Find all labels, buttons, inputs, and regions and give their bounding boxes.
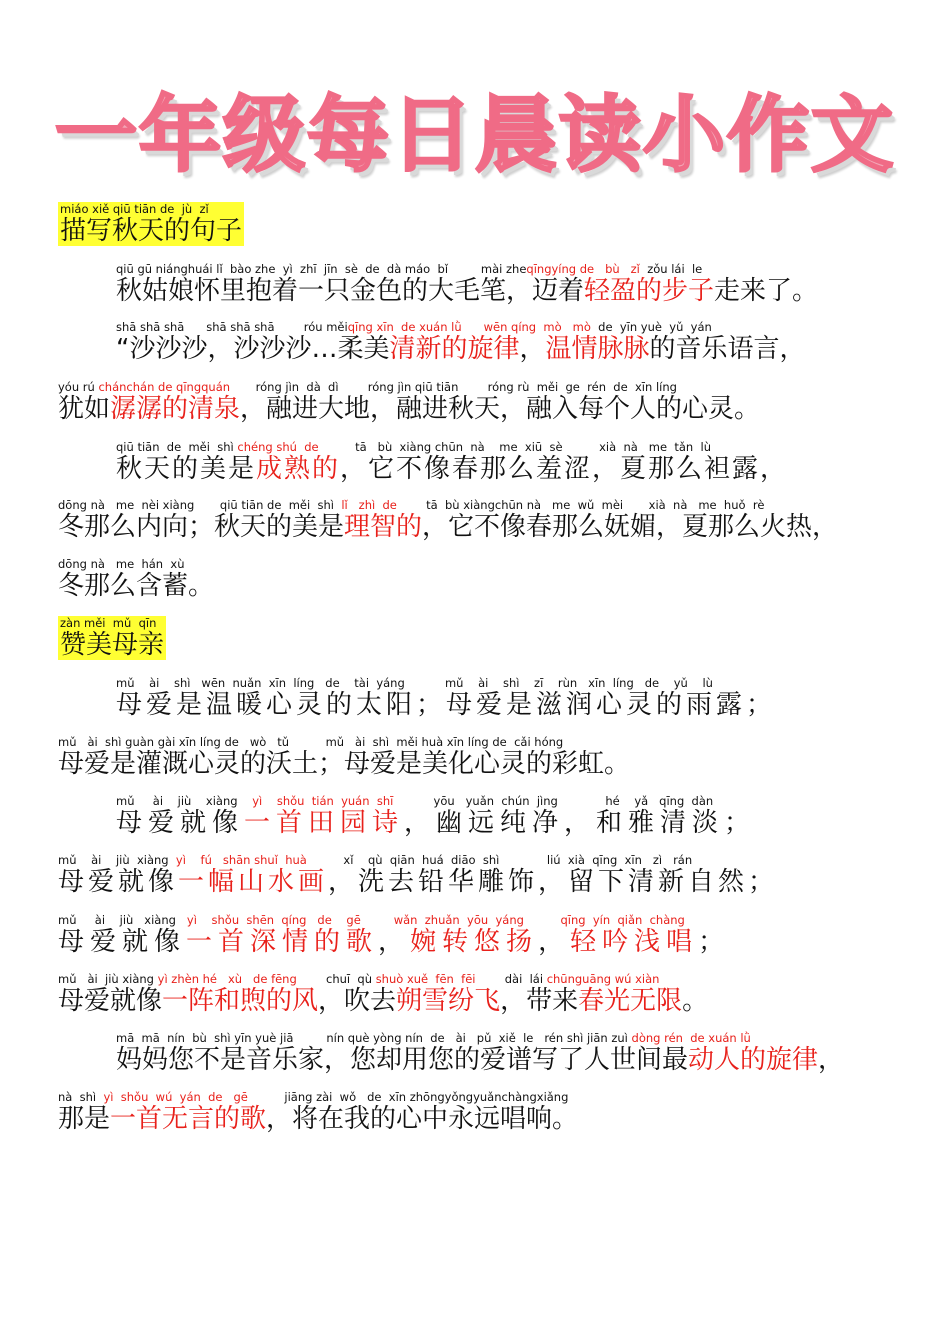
section-heading-mother — [58, 616, 166, 660]
text-line — [116, 1031, 844, 1075]
text-line — [58, 735, 630, 779]
pinyin-row: shā shā shā shā shā shā róu měiqīng xīn de xuán lǜ wēn qíng mò mò de yīn yuè yǔ yán — [116, 320, 712, 334]
text-line — [58, 913, 730, 957]
pinyin-row: yóu rú chánchán de qīngquán róng jìn dà dì róng jìn qiū tiān róng rù měi ge rén de xīn líng — [58, 380, 677, 394]
pinyin-row: mǔ ài shì wēn nuǎn xīn líng de tài yáng mǔ ài shì zī rùn xīn líng de yǔ lù — [116, 676, 713, 690]
section-heading-autumn — [58, 202, 244, 246]
text-line — [58, 380, 760, 424]
heading-text: 赞美母亲 — [60, 630, 165, 660]
text-line — [116, 440, 788, 484]
pinyin-row: mǔ ài jiù xiàng yì shǒu shēn qíng de gē wǎn zhuǎn yōu yáng qīng yín qiǎn chàng — [58, 913, 685, 927]
pinyin-row: mǔ ài jiù xiàng yì zhèn hé xù de fēng chuī qù shuò xuě fēn fēi dài lái chūnguāng wú xiàn — [58, 972, 660, 986]
hanzi-row: 犹如潺潺的清泉，融进大地，融进秋天，融入每个人的心灵。 — [58, 394, 761, 424]
pinyin-row: dōng nà me nèi xiàng qiū tiān de měi shì lǐ zhì de tā bù xiàngchūn nà me wǔ mèi xià nà me huǒ rè — [58, 498, 765, 512]
heading-text: 描写秋天的句子 — [60, 216, 243, 246]
pinyin-row: qiū gū niánghuái lǐ bào zhe yì zhī jīn sè de dà máo bǐ mài zheqīngyíng de bù zǐ zǒu lái le — [116, 262, 703, 276]
text-line — [58, 557, 214, 601]
text-line — [116, 794, 756, 838]
pinyin-row: dōng nà me hán xù — [58, 557, 185, 571]
pinyin-row: mǔ ài jiù xiàng yì shǒu tián yuán shī yōu yuǎn chún jìng hé yǎ qīng dàn — [116, 794, 714, 808]
pinyin-row: nà shì yì shǒu wú yán de gē jiāng zài wǒ de xīn zhōngyǒngyuǎnchàngxiǎng — [58, 1090, 569, 1104]
hanzi-row: 母爱就像一首田园诗，幽远纯净，和雅清淡； — [116, 808, 757, 838]
pinyin-row: mǔ ài shì guàn gài xīn líng de wò tǔ mǔ ài shì měi huà xīn líng de cǎi hóng — [58, 735, 564, 749]
page-title: 一年级每日晨读小作文 — [54, 88, 895, 183]
text-line — [58, 853, 778, 897]
hanzi-row: 母爱就像一阵和煦的风，吹去朔雪纷飞，带来春光无限。 — [58, 986, 709, 1016]
hanzi-row: 秋姑娘怀里抱着一只金色的大毛笔，迈着轻盈的步子走来了。 — [116, 276, 819, 306]
hanzi-row: 妈妈您不是音乐家，您却用您的爱谱写了人世间最动人的旋律， — [116, 1045, 845, 1075]
text-line — [58, 1090, 578, 1134]
hanzi-row: 那是一首无言的歌，将在我的心中永远唱响。 — [58, 1104, 579, 1134]
pinyin-row: qiū tiān de měi shì chéng shú de tā bù xiàng chūn nà me xiū sè xià nà me tǎn lù — [116, 440, 712, 454]
hanzi-row: 母爱是温暖心灵的太阳；母爱是滋润心灵的雨露； — [116, 690, 777, 720]
hanzi-row: “沙沙沙，沙沙沙…柔美清新的旋律，温情脉脉的音乐语言， — [116, 334, 806, 364]
text-line — [116, 262, 818, 306]
heading-pinyin: zàn měi mǔ qīn — [60, 616, 157, 630]
hanzi-row: 母爱是灌溉心灵的沃土；母爱是美化心灵的彩虹。 — [58, 749, 631, 779]
heading-pinyin: miáo xiě qiū tiān de jù zǐ — [60, 202, 209, 216]
hanzi-row: 冬那么含蓄。 — [58, 571, 215, 601]
text-line — [58, 498, 838, 542]
hanzi-row: 母爱就像一幅山水画，洗去铅华雕饰，留下清新自然； — [58, 867, 779, 897]
text-line — [116, 320, 806, 364]
pinyin-row: mǔ ài jiù xiàng yì fú shān shuǐ huà xǐ qù qiān huá diāo shì liú xià qīng xīn zì rán — [58, 853, 693, 867]
hanzi-row: 秋天的美是成熟的，它不像春那么羞涩，夏那么袒露， — [116, 454, 789, 484]
pinyin-row: mā mā nín bù shì yīn yuè jiā nín què yòng nín de ài pǔ xiě le rén shì jiān zuì dòng rén de xuán lǜ — [116, 1031, 751, 1045]
text-line — [58, 972, 708, 1016]
text-line — [116, 676, 776, 720]
hanzi-row: 母爱就像一首深情的歌，婉转悠扬，轻吟浅唱； — [58, 927, 731, 957]
hanzi-row: 冬那么内向；秋天的美是理智的，它不像春那么妩媚，夏那么火热， — [58, 512, 839, 542]
